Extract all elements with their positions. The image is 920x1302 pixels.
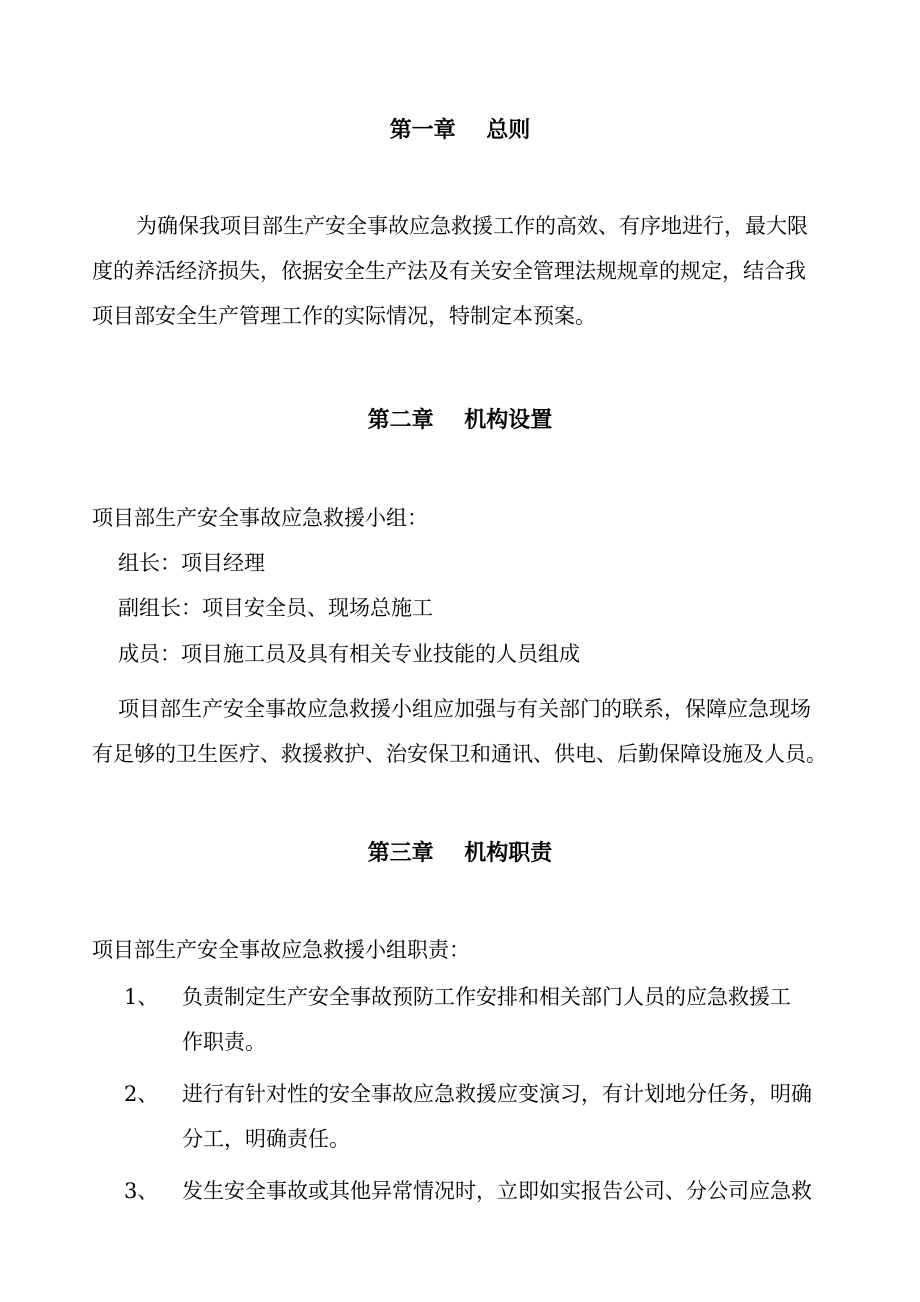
list-text: 进行有针对性的安全事故应急救援应变演习，有计划地分任务，明确 [182, 1082, 812, 1106]
group-leader: 组长：项目经理 [118, 551, 265, 575]
paragraph-line: 度的养活经济损失，依据安全生产法及有关安全管理法规规章的规定，结合我 [92, 259, 806, 283]
chapter-1-title: 第一章 总则 [389, 117, 531, 143]
group-intro: 项目部生产安全事故应急救援小组： [92, 506, 428, 530]
paragraph-line: 为确保我项目部生产安全事故应急救援工作的高效、有序地进行，最大限 [136, 214, 808, 238]
paragraph-line: 项目部安全生产管理工作的实际情况，特制定本预案。 [92, 304, 596, 328]
paragraph-line: 有足够的卫生医疗、救援救护、治安保卫和通讯、供电、后勤保障设施及人员。 [92, 742, 827, 766]
list-text: 负责制定生产安全事故预防工作安排和相关部门人员的应急救援工 [182, 985, 791, 1009]
list-text: 分工，明确责任。 [182, 1127, 350, 1151]
list-text: 作职责。 [182, 1030, 266, 1054]
group-deputy: 副组长：项目安全员、现场总施工 [118, 596, 433, 620]
paragraph-line: 项目部生产安全事故应急救援小组应加强与有关部门的联系，保障应急现场 [118, 697, 811, 721]
list-text: 发生安全事故或其他异常情况时，立即如实报告公司、分公司应急救 [182, 1179, 812, 1203]
duties-intro: 项目部生产安全事故应急救援小组职责： [92, 938, 470, 962]
group-members: 成员：项目施工员及具有相关专业技能的人员组成 [118, 642, 580, 666]
list-number: 1、 [124, 985, 159, 1009]
chapter-3-title: 第三章 机构职责 [367, 840, 553, 866]
list-number: 3、 [124, 1179, 159, 1203]
list-number: 2、 [124, 1082, 159, 1106]
chapter-2-title: 第二章 机构设置 [367, 407, 553, 433]
